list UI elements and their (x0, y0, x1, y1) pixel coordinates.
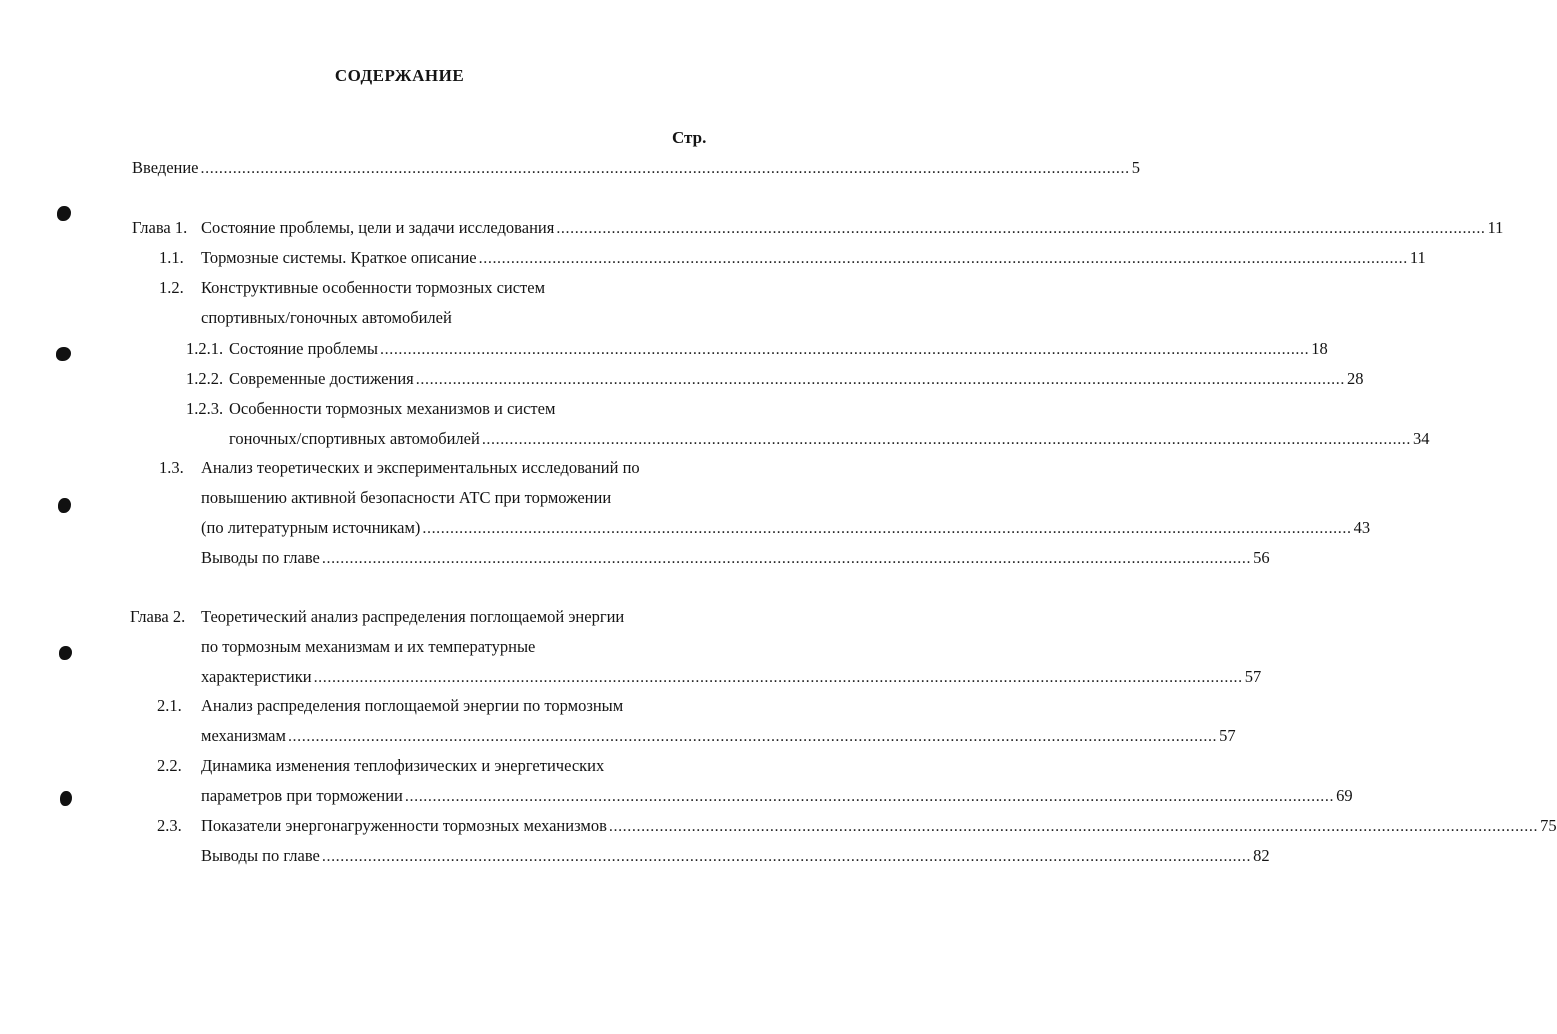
toc-entry (157, 814, 1557, 838)
toc-entry-page: 75 (1540, 816, 1557, 835)
toc-entry-page: 34 (1413, 429, 1430, 448)
toc-leader-dots: .......................................................................................................................................................................................................... (200, 160, 1130, 177)
toc-leader-dots: .......................................................................................................................................................................................................... (556, 220, 1486, 237)
toc-entry-number: 1.2.2. (186, 369, 224, 388)
punch-hole-mark (59, 646, 72, 660)
toc-entry-number: 1.3. (159, 458, 184, 477)
toc-leader-dots: .......................................................................................................................................................................................................... (380, 341, 1310, 358)
toc-entry-text: Тормозные системы. Краткое описание (201, 248, 477, 267)
toc-entry (159, 246, 1426, 270)
punch-hole-mark (56, 347, 71, 361)
toc-entry-continuation (201, 784, 1353, 808)
toc-entry-number: 1.2. (159, 278, 184, 297)
toc-entry-continuation (229, 427, 1430, 451)
toc-entry (186, 337, 1328, 361)
toc-leader-dots: .......................................................................................................................................................................................................... (422, 520, 1352, 537)
toc-title: СОДЕРЖАНИЕ (334, 66, 465, 85)
toc-entry (186, 397, 695, 421)
toc-entry-text: параметров при торможении (201, 786, 403, 805)
toc-entry-text: (по литературным источникам) (201, 518, 421, 537)
toc-entry-continuation (201, 486, 695, 510)
toc-entry-continuation (201, 516, 1371, 540)
toc-entry-page: 57 (1219, 726, 1236, 745)
toc-leader-dots: .......................................................................................................................................................................................................... (287, 728, 1218, 745)
toc-entry-number: Глава 1. (132, 218, 188, 237)
toc-entry-text: Динамика изменения теплофизических и энергетических (201, 756, 605, 775)
toc-entry-page: 69 (1336, 786, 1353, 805)
toc-entry-continuation (201, 306, 695, 330)
toc-entry (201, 546, 1270, 570)
toc-entry-page: 5 (1131, 158, 1140, 177)
toc-leader-dots: .......................................................................................................................................................................................................... (404, 788, 1335, 805)
toc-entry-text: Особенности тормозных механизмов и систем (229, 399, 556, 418)
toc-entry-page: 82 (1253, 846, 1270, 865)
toc-entry (132, 156, 1140, 180)
toc-leader-dots: .......................................................................................................................................................................................................... (313, 669, 1243, 686)
punch-hole-mark (58, 498, 71, 513)
toc-entry-page: 11 (1409, 248, 1426, 267)
toc-entry-text: Теоретический анализ распределения поглощаемой энергии (201, 607, 625, 626)
toc-leader-dots: .......................................................................................................................................................................................................... (321, 550, 1252, 567)
toc-entry-page: 57 (1244, 667, 1262, 686)
punch-hole-mark (60, 791, 72, 806)
toc-leader-dots: .......................................................................................................................................................................................................... (478, 250, 1408, 267)
toc-leader-dots: .......................................................................................................................................................................................................... (321, 848, 1252, 865)
toc-leader-dots: .......................................................................................................................................................................................................... (415, 371, 1345, 388)
toc-entry-number: 1.2.3. (186, 399, 224, 418)
toc-entry-continuation (201, 724, 1236, 748)
toc-entry-text: Показатели энергонагруженности тормозных механизмов (201, 816, 607, 835)
toc-entry-text: Выводы по главе (201, 548, 320, 567)
toc-entry-text: Конструктивные особенности тормозных систем (201, 278, 546, 297)
toc-entry-number: 2.1. (157, 696, 182, 715)
toc-entry (159, 456, 695, 480)
toc-entry-text: Выводы по главе (201, 846, 320, 865)
punch-hole-mark (57, 206, 71, 221)
toc-entry-text: механизмам (201, 726, 286, 745)
toc-entry (132, 216, 1504, 240)
toc-entry-text: Состояние проблемы (229, 339, 379, 358)
toc-entry (201, 844, 1270, 868)
toc-entry-page: 56 (1253, 548, 1270, 567)
toc-entry (186, 367, 1364, 391)
toc-entry-number: 1.1. (159, 248, 184, 267)
toc-entry-text: Введение (132, 158, 199, 177)
toc-entry-number: 2.2. (157, 756, 182, 775)
toc-leader-dots: .......................................................................................................................................................................................................... (481, 431, 1412, 448)
toc-entry-page: 28 (1346, 369, 1364, 388)
toc-entry-continuation (201, 665, 1262, 689)
toc-entry (159, 276, 695, 300)
toc-entry-number: 1.2.1. (186, 339, 224, 358)
toc-entry-text: Состояние проблемы, цели и задачи исследования (201, 218, 555, 237)
toc-entry-text: Анализ распределения поглощаемой энергии по тормозным (201, 696, 624, 715)
toc-entry (157, 694, 695, 718)
toc-entry-continuation (201, 635, 695, 659)
toc-entry-text: повышению активной безопасности АТС при торможении (201, 488, 612, 507)
toc-entry-number: 2.3. (157, 816, 182, 835)
toc-entry (130, 605, 695, 629)
toc-entry-text: по тормозным механизмам и их температурные (201, 637, 536, 656)
toc-entry-page: 18 (1311, 339, 1328, 358)
toc-entry-text: Современные достижения (229, 369, 414, 388)
toc-leader-dots: .......................................................................................................................................................................................................... (608, 818, 1539, 835)
toc-entry-text: Анализ теоретических и экспериментальных исследований по (201, 458, 640, 477)
toc-entry-page: 11 (1487, 218, 1504, 237)
toc-entry-text: спортивных/гоночных автомобилей (201, 308, 452, 327)
toc-entry-page: 43 (1353, 518, 1371, 537)
toc-entry-text: характеристики (201, 667, 312, 686)
page-column-header: Стр. (672, 128, 707, 147)
toc-entry-text: гоночных/спортивных автомобилей (229, 429, 480, 448)
toc-entry (157, 754, 695, 778)
toc-entry-number: Глава 2. (130, 607, 186, 626)
